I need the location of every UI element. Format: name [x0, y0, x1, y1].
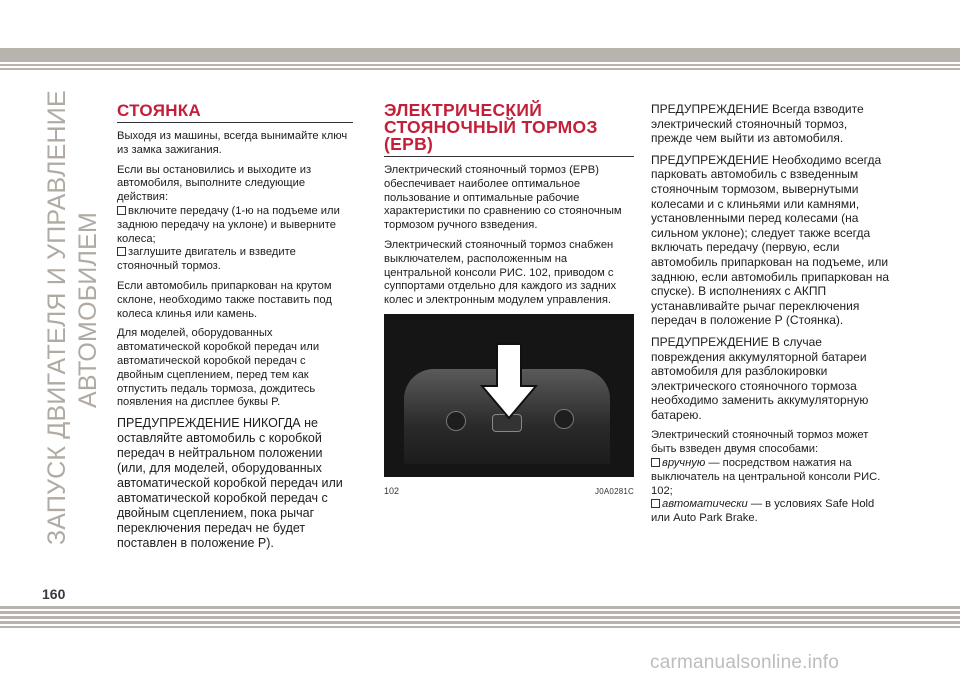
column-parking: [117, 102, 353, 557]
heading-parking: СТОЯНКА: [117, 102, 353, 123]
bottom-stripe-band: [0, 606, 960, 628]
column-warnings: [651, 102, 891, 533]
chapter-title-line-2: АВТОМОБИЛЕМ: [74, 211, 102, 409]
paragraph: [117, 164, 353, 274]
paragraph: Для моделей, оборудованных автоматической коробкой передач или автоматической коробкой передач с двойным сцеплением, перед тем как отпустить педаль тормоза, дождитесь появления на дисплее буквы P.: [117, 327, 320, 409]
page-number: 160: [42, 586, 66, 602]
column-epb: [384, 102, 634, 499]
heading-line: СТОЯНОЧНЫЙ ТОРМОЗ: [384, 117, 598, 137]
checkbox-bullet-icon: [651, 458, 660, 467]
bullet-text: — посредством нажатия на выключатель на центральной консоли РИС. 102;: [651, 457, 881, 497]
bullet-text: — в условиях Safe Hold или Auto Park Brake.: [651, 498, 875, 525]
bullet-emphasis: вручную: [662, 457, 706, 470]
chapter-side-title: [42, 75, 112, 545]
checkbox-bullet-icon: [651, 499, 660, 508]
top-stripe-solid: [0, 48, 960, 60]
figure-code: J0A0281C: [595, 486, 634, 496]
warning-paragraph: ПРЕДУПРЕЖДЕНИЕ Всегда взводите электрический стояночный тормоз, прежде чем выйти из автомобиля.: [651, 102, 864, 146]
paragraph-text: Если вы остановились и выходите из автомобиля, выполните следующие действия:: [117, 163, 312, 204]
heading-epb: [384, 102, 634, 157]
checkbox-bullet-icon: [117, 247, 126, 256]
figure-102: [384, 314, 634, 499]
bullet-emphasis: автоматически: [662, 498, 748, 511]
figure-caption: [384, 485, 634, 499]
console-photo: [384, 314, 634, 477]
checkbox-bullet-icon: [117, 206, 126, 215]
warning-paragraph: ПРЕДУПРЕЖДЕНИЕ НИКОГДА не оставляйте автомобиль с коробкой передач в нейтральном положении (или, для моделей, оборудованных автоматической коробкой передач или автоматической коробкой передач с двойным сцеплением, пока рычаг переключения передач не будет поставлен в положение Р).: [117, 416, 343, 551]
heading-line: ЭЛЕКТРИЧЕСКИЙ: [384, 100, 543, 120]
chapter-title-line-1: ЗАПУСК ДВИГАТЕЛЯ И УПРАВЛЕНИЕ: [43, 90, 71, 545]
paragraph: Электрический стояночный тормоз снабжен выключателем, расположенным на центральной консоли РИС. 102, приводом с суппортами отдельно для каждого из задних колес и электронным модулем управления.: [384, 238, 617, 307]
figure-number: 102: [384, 485, 400, 496]
bullet-text: заглушите двигатель и взведите стояночный тормоз.: [117, 246, 296, 273]
warning-paragraph: ПРЕДУПРЕЖДЕНИЕ Необходимо всегда парковать автомобиль с взведенным стояночным тормозом, вывернутыми колесами и с клиньями или камнями, установленными перед колесами (на сильном уклоне); следует также всегда включать передачу (первую, если автомобиль припаркован на подъеме, или заднюю, если автомобиль припаркован на спуске). В исполнениях с АКПП устанавливайте рычаг переключения передач в положение Р (Стоянка).: [651, 152, 890, 328]
bullet-text: включите передачу (1-ю на подъеме или заднюю передачу на уклоне) и выверните колеса;: [117, 204, 340, 245]
heading-line: (EPB): [384, 134, 434, 154]
paragraph-text: Электрический стояночный тормоз может быть взведен двумя способами:: [651, 429, 869, 456]
paragraph: Если автомобиль припаркован на крутом склоне, необходимо также поставить под колеса клинья или камень.: [117, 279, 332, 320]
watermark: carmanualsonline.info: [650, 652, 840, 673]
paragraph: [651, 429, 891, 526]
paragraph: Электрический стояночный тормоз (EPB) обеспечивает наиболее оптимальное пользование и оптимальные рабочие характеристики по сравнению со стояночным тормозом ручного взведения.: [384, 164, 622, 232]
paragraph: Выходя из машины, всегда вынимайте ключ из замка зажигания.: [117, 130, 348, 156]
warning-paragraph: ПРЕДУПРЕЖДЕНИЕ В случае повреждения аккумуляторной батареи автомобиля для разблокировки электрического стояночного тормоза необходимо заменить аккумуляторную батарею.: [651, 334, 869, 422]
arrow-down-icon: [384, 314, 634, 477]
